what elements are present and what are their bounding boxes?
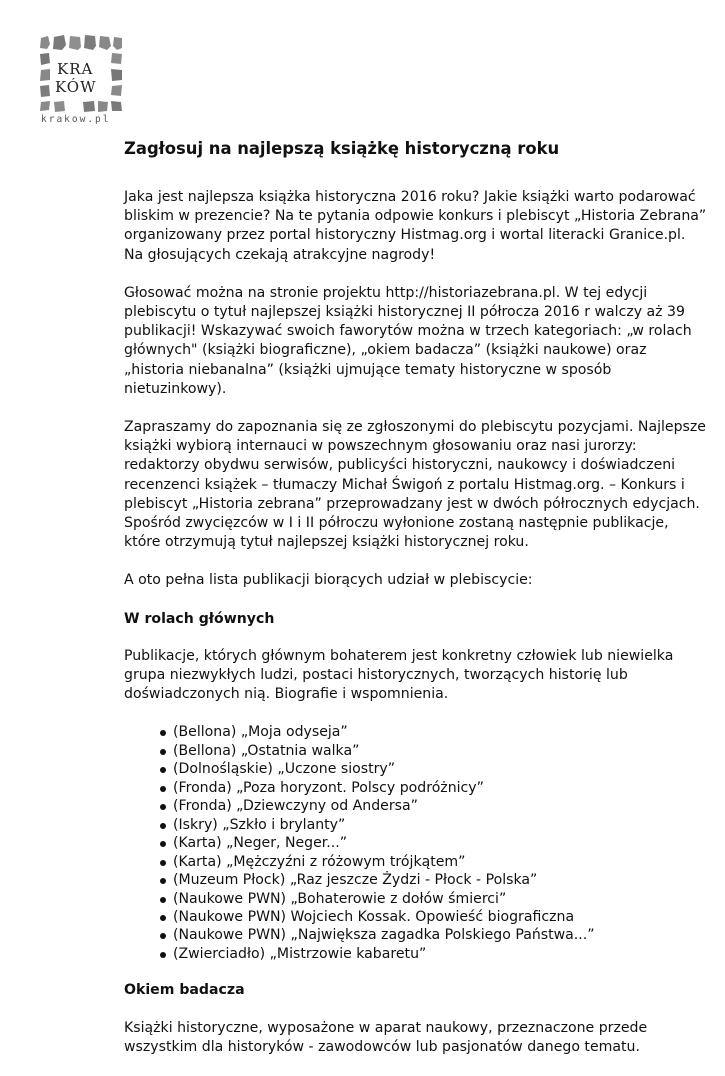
list-item: (Naukowe PWN) Wojciech Kossak. Opowieść biograficzna (173, 908, 709, 926)
book-list (124, 723, 709, 963)
krakow-logo-graphic (38, 32, 124, 124)
page-title: Zagłosuj na najlepszą książkę historyczną roku (124, 139, 560, 158)
list-item: (Bellona) „Ostatnia walka” (173, 742, 709, 760)
section-description: Książki historyczne, wyposażone w aparat naukowy, przeznaczone przede wszystkim dla historyków - zawodowców lub pasjonatów danego tematu. (124, 1019, 648, 1055)
list-item: (Naukowe PWN) „Bohaterowie z dołów śmierci” (173, 890, 709, 908)
list-item: (Iskry) „Szkło i brylanty” (173, 816, 709, 834)
logo-text-line1: KRA (57, 60, 94, 78)
krakow-logo (38, 32, 124, 124)
list-item: (Muzeum Płock) „Raz jeszcze Żydzi - Płock - Polska” (173, 871, 709, 889)
logo-caption: krakow.pl (41, 114, 111, 124)
list-item: (Fronda) „Dziewczyny od Andersa” (173, 797, 709, 815)
intro-paragraph: Jaka jest najlepsza książka historyczna 2016 roku? Jakie książki warto podarować bliskim w prezencie? Na te pytania odpowie konkurs i plebiscyt „Historia Zebrana” organizowany przez portal historyczny Histmag.org i wortal literacki Granice.pl. Na głosujących czekają atrakcyjne nagrody! (124, 189, 707, 263)
list-item: (Fronda) „Poza horyzont. Polscy podróżnicy” (173, 779, 709, 797)
list-item: (Naukowe PWN) „Największa zagadka Polskiego Państwa...” (173, 926, 709, 944)
voting-paragraph: Głosować można na stronie projektu http://historiazebrana.pl. W tej edycji plebiscytu o tytuł najlepszej książki historycznej II półrocza 2016 r walczy aż 39 publikacji! Wskazywać swoich faworytów można w trzech kategoriach: „w rolach głównych" (książki biograficzne), „okiem badacza” (książki naukowe) oraz „historia niebanalna” (książki ujmujące tematy historyczne w sposób nietuzinkowy). (124, 284, 692, 397)
list-item: (Bellona) „Moja odyseja” (173, 723, 709, 741)
list-item: (Karta) „Neger, Neger...” (173, 834, 709, 852)
section-description: Publikacje, których głównym bohaterem jest konkretny człowiek lub niewielka grupa niezwykłych ludzi, postaci historycznych, tworzących historię lub doświadczonych nią. Biografie i wspomnienia. (124, 647, 674, 703)
article-body (124, 136, 709, 1076)
logo-text-line2: KÓW (55, 78, 97, 96)
list-item: (Zwierciadło) „Mistrzowie kabaretu” (173, 945, 709, 963)
list-intro-paragraph: A oto pełna lista publikacji biorących udział w plebiscycie: (124, 572, 533, 589)
list-item: (Karta) „Mężczyźni z różowym trójkątem” (173, 853, 709, 871)
list-item: (Dolnośląskie) „Uczone siostry” (173, 760, 709, 778)
section-heading-w-rolach-glownych: W rolach głównych (124, 610, 275, 627)
invitation-paragraph: Zapraszamy do zapoznania się ze zgłoszonymi do plebiscytu pozycjami. Najlepsze książki wybiorą internauci w powszechnym głosowaniu oraz nasi jurorzy: redaktorzy obydwu serwisów, publicyści historyczni, naukowcy i doświadczeni recenzenci książek – tłumaczy Michał Świgoń z portalu Histmag.org. – Konkurs i plebiscyt „Historia zebrana” przeprowadzany jest w dwóch półrocznych edycjach. Spośród zwycięzców w I i II półroczu wyłonione zostaną następnie publikacje, które otrzymują tytuł najlepszej książki historycznej roku. (124, 419, 706, 551)
section-heading-okiem-badacza: Okiem badacza (124, 982, 245, 999)
